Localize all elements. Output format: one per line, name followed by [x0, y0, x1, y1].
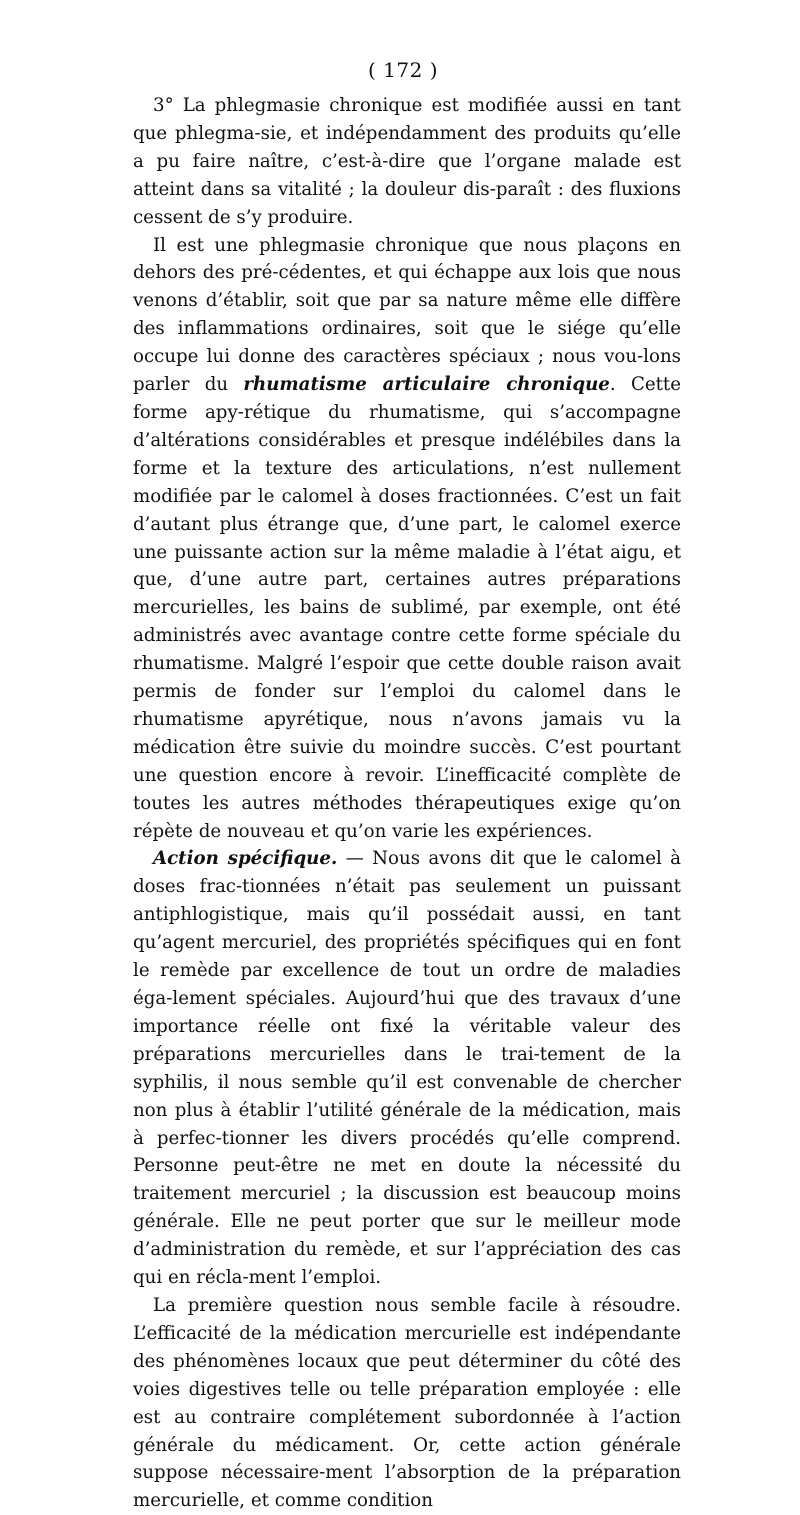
paragraph-2-text-end: . Cette forme apy-rétique du rhumatisme, qui s’accompagne d’altérations considérables et presque indélébiles dans la forme et la texture des articulations, n’est nullement modifiée par le calomel à doses fractionnées. C’est un fait d’autant plus étrange que, d’une part, le calomel exerce une puissante action sur la même maladie à l’état aigu, et que, d’une autre part, certaines autres préparations mercurielles, les bains de sublimé, par exemple, ont été administrés avec avantage contre cette forme spéciale du rhumatisme. Malgré l’espoir que cette double raison avait permis de fonder sur l’emploi du calomel dans le rhumatisme apyrétique, nous n’avons jamais vu la médication être suivie du moindre succès. C’est pourtant une question encore à revoir. L’inefficacité complète de toutes les autres méthodes thérapeutiques exige qu’on répète de nouveau et qu’on varie les expériences. [133, 374, 682, 842]
emphasis-rhumatisme: rhumatisme articulaire chronique [243, 374, 610, 396]
book-page [133, 58, 681, 1515]
page-number: ( 172 ) [368, 58, 438, 82]
paragraph-1: 3° La phlegmasie chronique est modifiée aussi en tant que phlegma-sie, et indépendamment des produits qu’elle a pu faire naître, c’est-à-dire que l’organe malade est atteint dans sa vitalité ; la douleur dis-paraît : des fluxions cessent de s’y produire. [133, 95, 681, 228]
paragraph-2 [133, 232, 681, 846]
paragraph-3 [133, 845, 681, 1292]
paragraph-4: La première question nous semble facile à résoudre. L’efficacité de la médication mercurielle est indépendante des phénomènes locaux que peut déterminer du côté des voies digestives telle ou telle préparation employée : elle est au contraire complétement subordonnée à l’action générale du médicament. Or, cette action générale suppose nécessaire-ment l’absorption de la préparation mercurielle, et comme condition [133, 1294, 681, 1512]
paragraph-3-text: — Nous avons dit que le calomel à doses frac-tionnées n’était pas seulement un puissant antiphlogistique, mais qu’il possédait aussi, en tant qu’agent mercuriel, des propriétés spécifiques qui en font le remède par excellence de tout un ordre de maladies éga-lement spéciales. Aujourd’hui que des travaux d’une importance réelle ont fixé la véritable valeur des préparations mercurielles dans le trai-tement de la syphilis, il nous semble qu’il est convenable de chercher non plus à établir l’utilité générale de la médication, mais à perfec-tionner les divers procédés qu’elle comprend. Personne peut-être ne met en doute la nécessité du traitement mercuriel ; la discussion est beaucoup moins générale. Elle ne peut porter que sur le meilleur mode d’administration du remède, et sur l’appréciation des cas qui en récla-ment l’emploi. [133, 848, 681, 1289]
paragraph-2-text-start: Il est une phlegmasie chronique que nous plaçons en dehors des pré-cédentes, et qui échappe aux lois que nous venons d’établir, soit que par sa nature même elle diffère des inflammations ordinaires, soit que le siége qu’elle occupe lui donne des caractères spéciaux ; nous vou-lons parler du [133, 234, 681, 396]
section-heading-action-specifique: Action spécifique. [153, 848, 338, 870]
